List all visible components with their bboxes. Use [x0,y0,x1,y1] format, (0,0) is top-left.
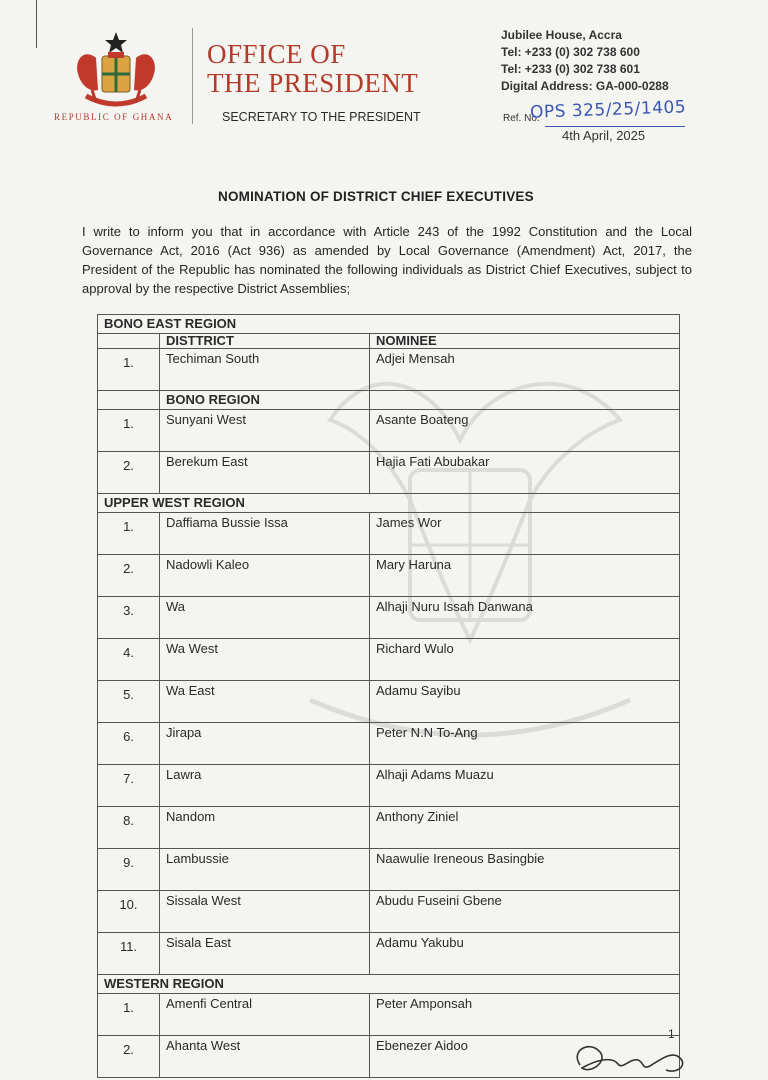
telephone-2: Tel: +233 (0) 302 738 601 [501,62,640,76]
intro-paragraph: I write to inform you that in accordance with Article 243 of the 1992 Constitution and the Local Governance Act, 2016 (Act 936) as amended by Local Governance (Amendment) Act, 2017, the President of the Republic has nominated the following individuals as District Chief Executives, subject to approval by the respective District Assemblies; [82,224,692,296]
district-name: Sisala East [160,933,370,975]
office-title-line2: THE PRESIDENT [207,68,419,98]
nominee-name: Adjei Mensah [370,349,680,391]
district-name: Techiman South [160,349,370,391]
district-name: Wa [160,597,370,639]
region-name: BONO EAST REGION [98,315,680,334]
district-name: Nadowli Kaleo [160,555,370,597]
nominee-name: James Wor [370,513,680,555]
row-number: 8. [98,807,160,849]
table-row [98,807,680,849]
letter-date: 4th April, 2025 [562,128,646,143]
column-header-row [98,334,680,349]
ghana-coat-of-arms-icon [66,30,166,114]
district-name: Berekum East [160,452,370,494]
nominee-name: Ebenezer Aidoo [370,1036,680,1078]
region-name: WESTERN REGION [98,975,680,994]
header-divider [192,28,193,124]
office-title-line1: OFFICE OF [207,39,346,69]
column-header-nominee: NOMINEE [370,334,680,349]
table-row [98,933,680,975]
nominee-name: Abudu Fuseini Gbene [370,891,680,933]
row-number: 7. [98,765,160,807]
table-row [98,452,680,494]
district-name: Jirapa [160,723,370,765]
table-row [98,639,680,681]
table-row [98,597,680,639]
nominations-table [97,314,680,1078]
telephone-1: Tel: +233 (0) 302 738 600 [501,45,640,59]
row-number: 1. [98,513,160,555]
page-number: 1 [668,1027,675,1041]
row-number: 1. [98,410,160,452]
table-row [98,849,680,891]
margin-mark [36,0,37,48]
district-name: Amenfi Central [160,994,370,1036]
nominee-name: Adamu Yakubu [370,933,680,975]
district-name: Ahanta West [160,1036,370,1078]
address: Jubilee House, Accra [501,28,622,42]
region-header-row [98,494,680,513]
table-row [98,410,680,452]
table-row [98,513,680,555]
district-name: Sunyani West [160,410,370,452]
nominee-name: Peter Amponsah [370,994,680,1036]
nominee-name: Peter N.N To-Ang [370,723,680,765]
department-label: SECRETARY TO THE PRESIDENT [222,110,421,124]
row-number: 2. [98,555,160,597]
row-number: 3. [98,597,160,639]
contact-block [501,27,669,95]
table-row [98,765,680,807]
reference-label: Ref. No. [503,113,540,124]
district-name: Nandom [160,807,370,849]
region-header-row [98,391,680,410]
table-row [98,349,680,391]
region-header-row [98,315,680,334]
nominee-name: Anthony Ziniel [370,807,680,849]
country-label: REPUBLIC OF GHANA [54,112,174,122]
row-number: 5. [98,681,160,723]
table-row [98,891,680,933]
column-header-number [98,334,160,349]
nominations-table-body [98,315,680,1078]
nominee-name: Alhaji Nuru Issah Danwana [370,597,680,639]
region-header-row [98,975,680,994]
row-number: 1. [98,349,160,391]
row-number: 11. [98,933,160,975]
row-number: 4. [98,639,160,681]
nominee-name: Asante Boateng [370,410,680,452]
nominee-name: Adamu Sayibu [370,681,680,723]
district-name: Lawra [160,765,370,807]
signature-icon [560,1030,700,1080]
nominee-name: Mary Haruna [370,555,680,597]
district-name: Lambussie [160,849,370,891]
district-name: Daffiama Bussie Issa [160,513,370,555]
nominee-name: Hajia Fati Abubakar [370,452,680,494]
region-name: BONO REGION [160,391,370,410]
nominee-name: Richard Wulo [370,639,680,681]
table-row [98,555,680,597]
region-spacer-cell [98,391,160,410]
row-number: 1. [98,994,160,1036]
table-row [98,681,680,723]
column-header-district: DISTTRICT [160,334,370,349]
document-title: NOMINATION OF DISTRICT CHIEF EXECUTIVES [218,189,534,204]
table-row [98,723,680,765]
reference-underline [545,126,685,127]
row-number: 2. [98,452,160,494]
district-name: Wa East [160,681,370,723]
office-title [207,40,418,98]
row-number: 9. [98,849,160,891]
row-number: 10. [98,891,160,933]
region-name: UPPER WEST REGION [98,494,680,513]
nominee-name: Naawulie Ireneous Basingbie [370,849,680,891]
nominee-name: Alhaji Adams Muazu [370,765,680,807]
region-spacer-cell [370,391,680,410]
row-number: 2. [98,1036,160,1078]
district-name: Wa West [160,639,370,681]
row-number: 6. [98,723,160,765]
district-name: Sissala West [160,891,370,933]
digital-address: Digital Address: GA-000-0288 [501,79,669,93]
reference-number: OPS 325/25/1405 [529,97,687,123]
